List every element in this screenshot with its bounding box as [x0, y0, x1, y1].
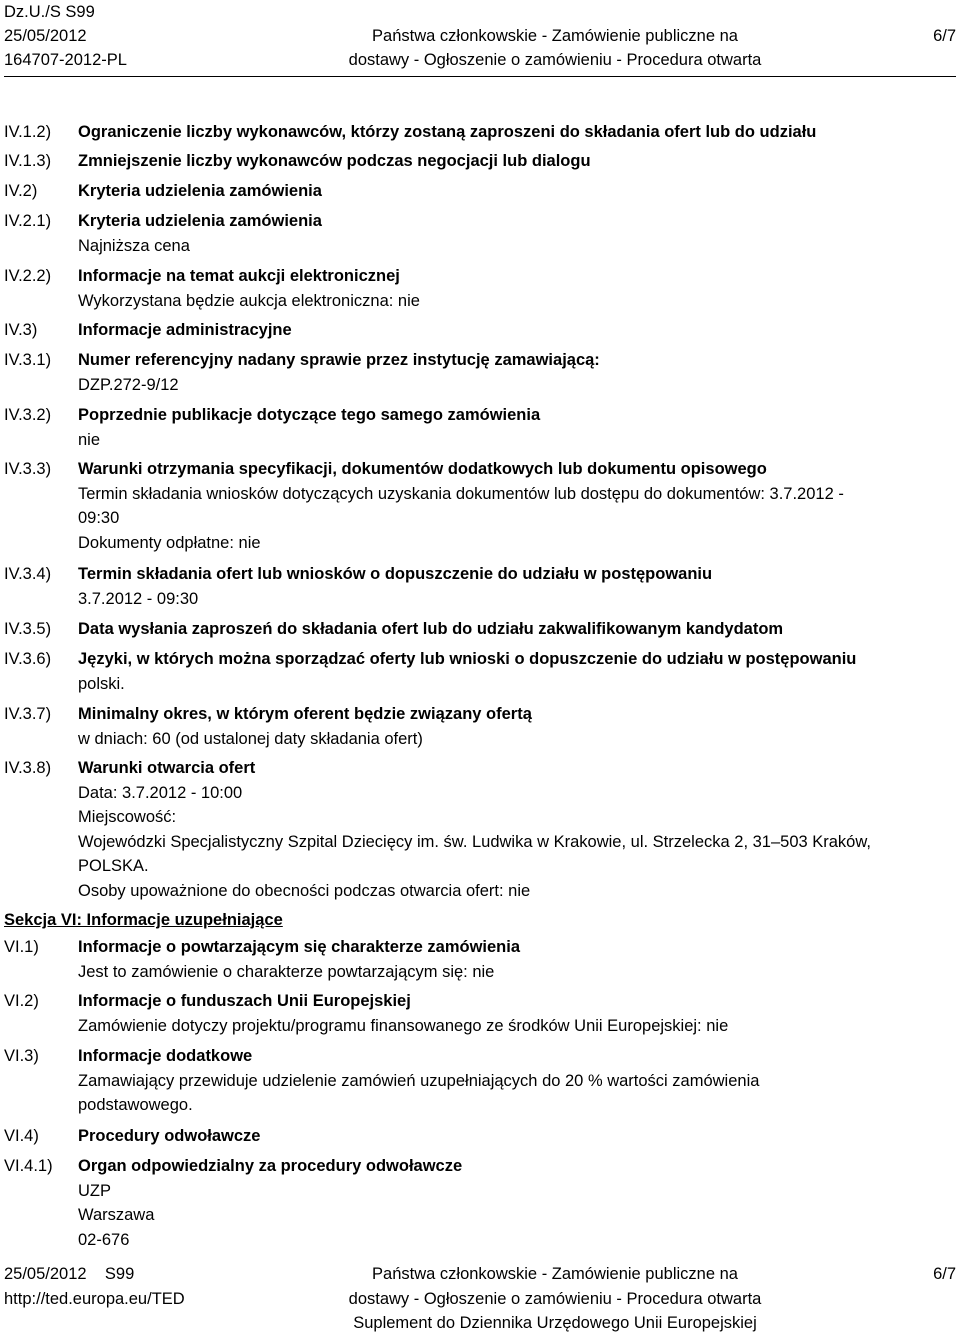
item-heading: Informacje o powtarzającym się charakterze zamówienia [78, 938, 521, 956]
item-heading: Zmniejszenie liczby wykonawców podczas negocjacji lub dialogu [78, 152, 591, 170]
header-page-number: 6/7 [933, 27, 956, 45]
item-number: VI.3) [4, 1047, 39, 1065]
header-title-line-2: dostawy - Ogłoszenie o zamówieniu - Procedura otwarta [348, 51, 762, 69]
item-heading: Informacje administracyjne [78, 321, 292, 339]
footer-title-line-2: dostawy - Ogłoszenie o zamówieniu - Procedura otwarta [348, 1289, 762, 1308]
item-heading: Informacje na temat aukcji elektronicznej [78, 267, 400, 285]
item-value: Osoby upoważnione do obecności podczas otwarcia ofert: nie [78, 881, 531, 900]
footer-title-line-1: Państwa członkowskie - Zamówienie publiczne na [372, 1265, 738, 1283]
footer-left [4, 1262, 185, 1311]
item-heading: Kryteria udzielenia zamówienia [78, 182, 322, 200]
item-number: IV.3.2) [4, 406, 52, 424]
item-value: Miejscowość: [78, 808, 177, 826]
item-number: IV.3.8) [4, 759, 52, 777]
footer-url-link[interactable]: http://ted.europa.eu/TED [4, 1289, 185, 1308]
item-heading: Numer referencyjny nadany sprawie przez instytucję zamawiającą: [78, 351, 600, 369]
item-number: VI.1) [4, 938, 39, 956]
item-number: IV.1.3) [4, 152, 52, 170]
item-heading: Informacje o funduszach Unii Europejskiej [78, 992, 411, 1010]
header-divider [4, 76, 956, 77]
item-number: IV.2.1) [4, 212, 52, 230]
item-value: 3.7.2012 - 09:30 [78, 589, 199, 608]
item-value: Dokumenty odpłatne: nie [78, 533, 261, 552]
footer-title-line-3: Suplement do Dziennika Urzędowego Unii Europejskiej [353, 1314, 757, 1332]
page-header [4, 0, 956, 72]
item-heading: Termin składania ofert lub wniosków o dopuszczenie do udziału w postępowaniu [78, 565, 713, 583]
item-heading: Warunki otwarcia ofert [78, 759, 256, 777]
item-value: w dniach: 60 (od ustalonej daty składania ofert) [78, 729, 423, 748]
item-value: polski. [78, 674, 125, 693]
item-heading: Języki, w których można sporządzać oferty lub wnioski o dopuszczenie do udziału w postępowaniu [78, 650, 857, 668]
item-value: Wykorzystana będzie aukcja elektroniczna: nie [78, 291, 420, 310]
header-left [4, 0, 127, 72]
footer-title [284, 1262, 826, 1336]
item-heading: Procedury odwoławcze [78, 1127, 261, 1145]
item-value: podstawowego. [78, 1096, 193, 1114]
footer-page-number: 6/7 [933, 1265, 956, 1283]
item-heading: Organ odpowiedzialny za procedury odwoławcze [78, 1157, 463, 1175]
item-value: DZP.272-9/12 [78, 375, 179, 394]
doc-date: 25/05/2012 [4, 27, 87, 45]
item-number: IV.3) [4, 321, 38, 339]
item-value: 09:30 [78, 509, 120, 527]
item-value: Warszawa [78, 1206, 155, 1224]
item-number: IV.2) [4, 182, 38, 200]
item-number: IV.3.5) [4, 620, 52, 638]
item-value: Termin składania wniosków dotyczących uzyskania dokumentów lub dostępu do dokumentów: 3.7.2012 - [78, 484, 844, 503]
item-number: VI.4) [4, 1127, 39, 1145]
page-footer [4, 1262, 956, 1334]
header-title [284, 24, 826, 72]
footer-date-issue: 25/05/2012 S99 [4, 1265, 135, 1283]
item-number: IV.2.2) [4, 267, 52, 285]
item-heading: Kryteria udzielenia zamówienia [78, 212, 322, 230]
item-heading: Data wysłania zaproszeń do składania ofert lub do udziału zakwalifikowanym kandydatom [78, 620, 784, 638]
item-number: IV.3.7) [4, 705, 52, 723]
section-heading-vi: Sekcja VI: Informacje uzupełniające [4, 911, 283, 929]
item-heading: Minimalny okres, w którym oferent będzie związany ofertą [78, 705, 532, 723]
item-value: POLSKA. [78, 857, 149, 875]
item-value: Jest to zamówienie o charakterze powtarzającym się: nie [78, 962, 495, 981]
item-value: nie [78, 430, 101, 449]
item-value: Wojewódzki Specjalistyczny Szpital Dziecięcy im. św. Ludwika w Krakowie, ul. Strzelecka 2, 31–503 Kraków, [78, 832, 871, 851]
item-heading: Warunki otrzymania specyfikacji, dokumentów dodatkowych lub dokumentu opisowego [78, 460, 767, 478]
item-number: IV.3.6) [4, 650, 52, 668]
item-number: IV.1.2) [4, 123, 52, 141]
doc-ref: 164707-2012-PL [4, 51, 127, 69]
item-number: VI.2) [4, 992, 39, 1010]
item-heading: Ograniczenie liczby wykonawców, którzy zostaną zaproszeni do składania ofert lub do udziału [78, 123, 817, 141]
item-heading: Poprzednie publikacje dotyczące tego samego zamówienia [78, 406, 541, 424]
header-title-line-1: Państwa członkowskie - Zamówienie publiczne na [372, 27, 738, 45]
item-value: Data: 3.7.2012 - 10:00 [78, 783, 243, 802]
item-number: IV.3.4) [4, 565, 52, 583]
item-value: 02-676 [78, 1230, 130, 1249]
item-value: UZP [78, 1181, 111, 1200]
item-number: VI.4.1) [4, 1157, 53, 1175]
doc-id: Dz.U./S S99 [4, 3, 95, 21]
item-heading: Informacje dodatkowe [78, 1047, 253, 1065]
item-value: Najniższa cena [78, 236, 190, 255]
item-number: IV.3.3) [4, 460, 52, 478]
item-number: IV.3.1) [4, 351, 52, 369]
item-value: Zamawiający przewiduje udzielenie zamówień uzupełniających do 20 % wartości zamówienia [78, 1071, 760, 1090]
item-value: Zamówienie dotyczy projektu/programu finansowanego ze środków Unii Europejskiej: nie [78, 1016, 729, 1035]
